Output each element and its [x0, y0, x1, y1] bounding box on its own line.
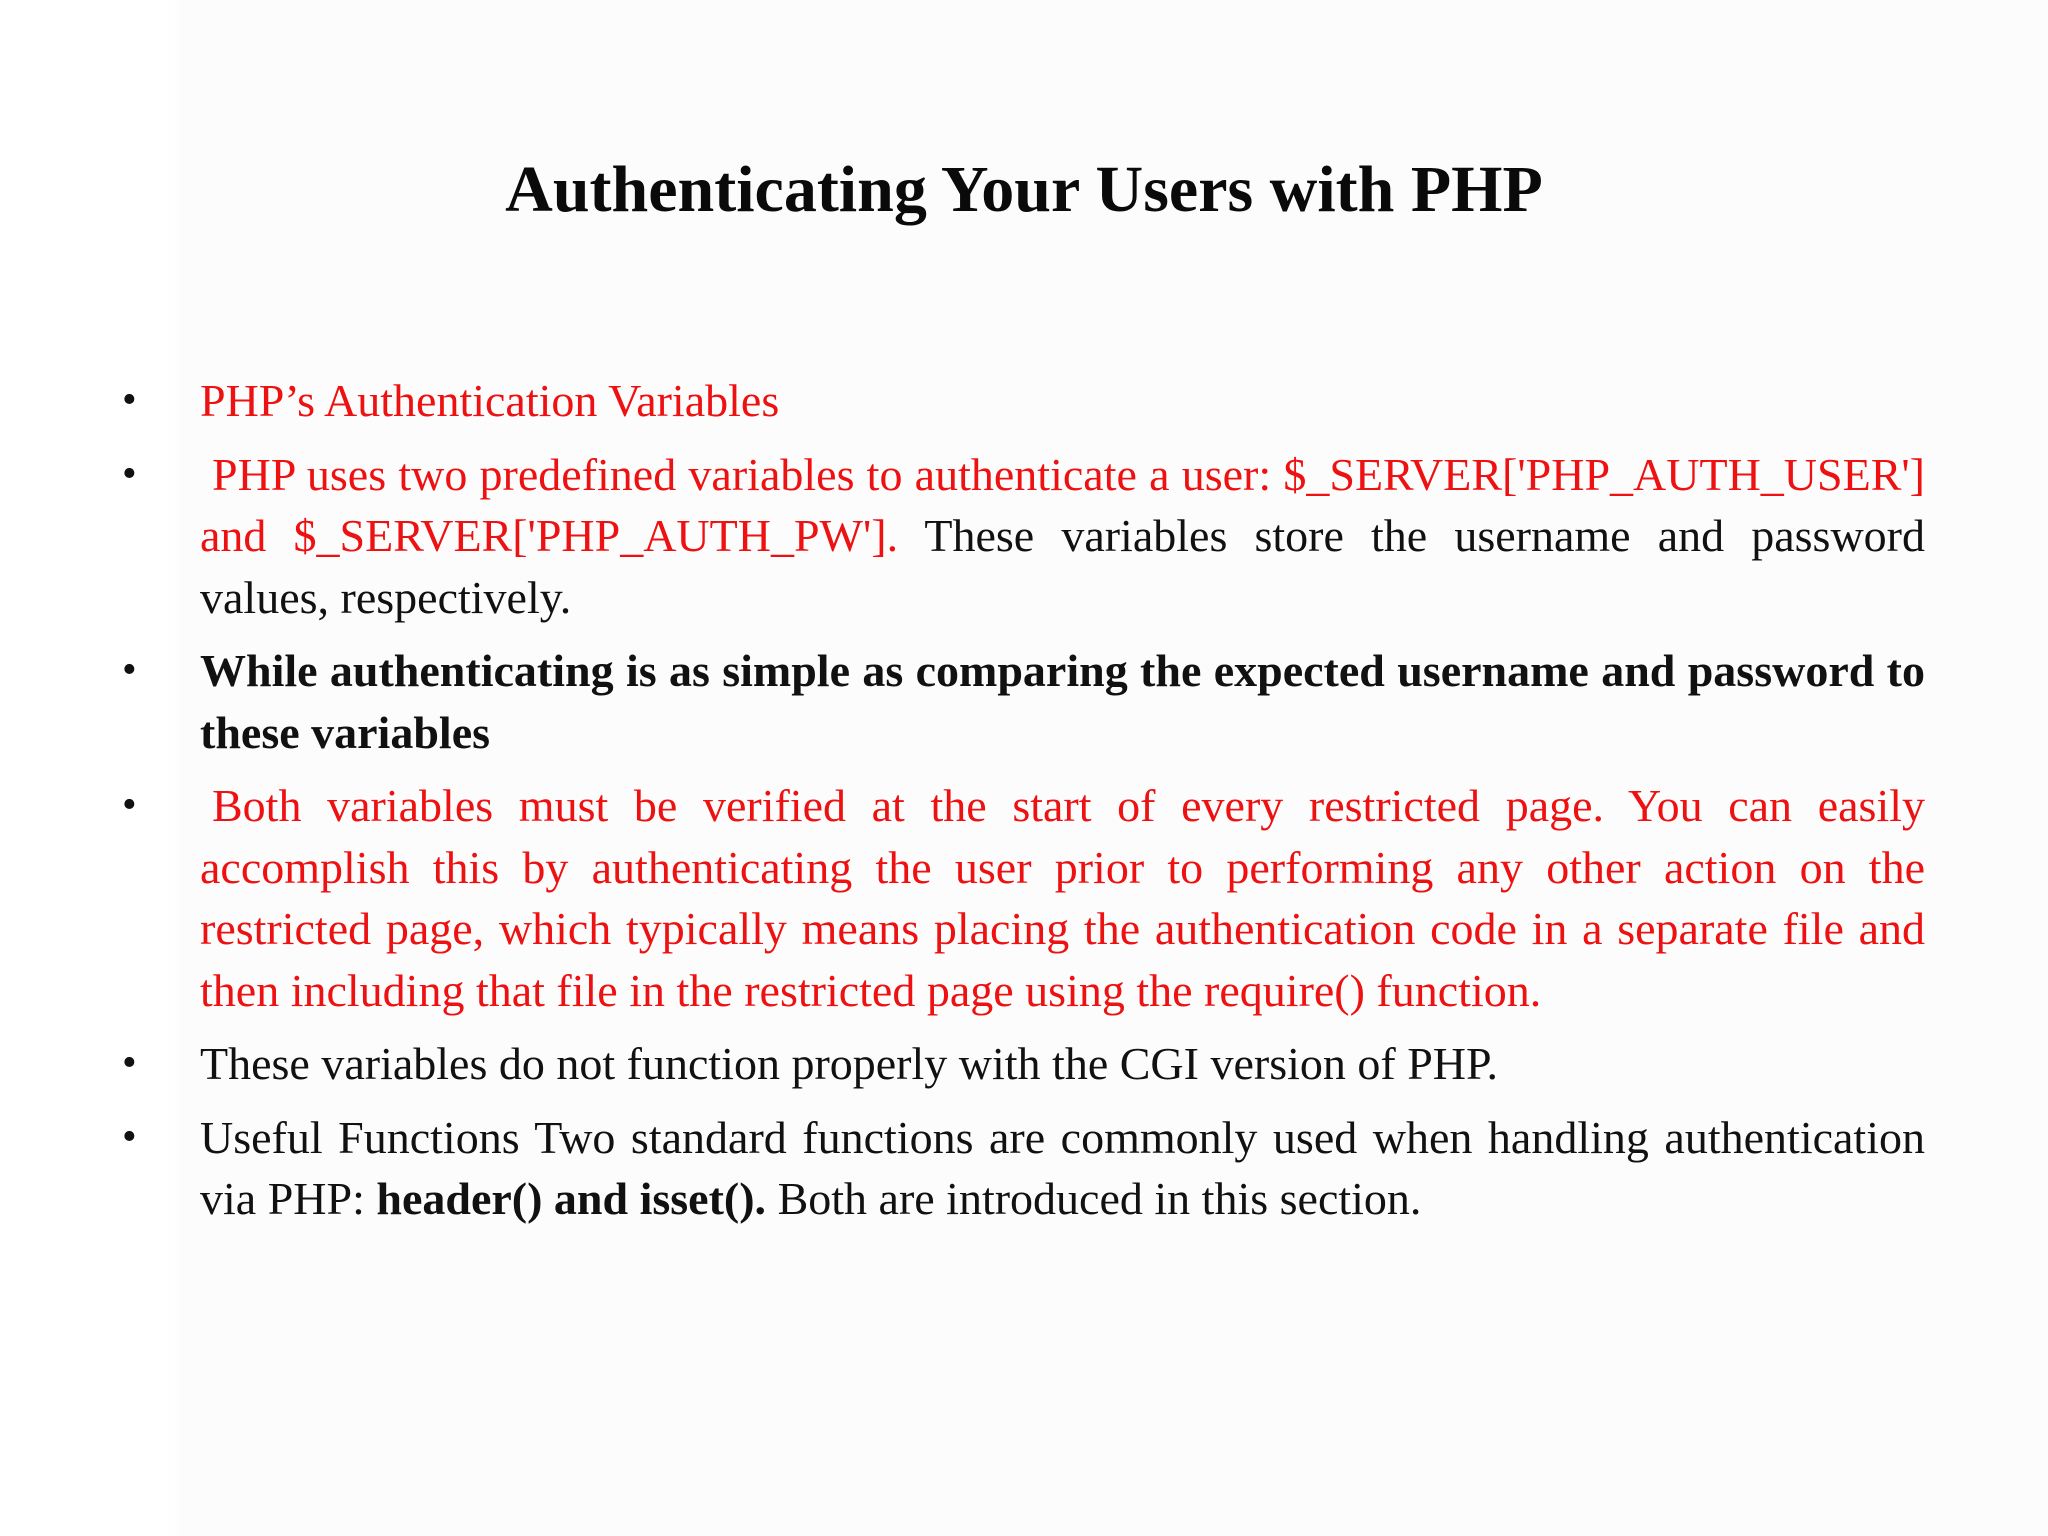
bullet-text-black: These variables store the username and password values, respectively. [200, 510, 1925, 623]
bullet-text: Both variables must be verified at the start of every restricted page. You can easily accomplish this by authenticating the user prior to performing any other action on the restricted page, which typically means placing the authentication code in a separate file and then including that file in the restricted page using the require() function. [200, 780, 1925, 1016]
bullet-dot-icon: • [122, 1113, 137, 1160]
bullet-dot-icon: • [122, 1040, 137, 1086]
bullet-item-auth-variables [122, 370, 1925, 432]
bullet-dot-icon: • [122, 377, 137, 423]
bullet-dot-icon: • [122, 782, 137, 828]
bullet-text-red: PHP uses two predefined variables to authenticate a user: $_SERVER['PHP_AUTH_USER'] and $_SERVER['PHP_AUTH_PW']. [200, 448, 1925, 561]
bullet-item-predefined-variables [122, 444, 1925, 629]
bullet-dot-icon: • [122, 647, 137, 693]
bullet-item-verify-restricted [122, 775, 1925, 1021]
bullet-text: PHP’s Authentication Variables [200, 375, 780, 426]
bullet-text: While authenticating is as simple as comparing the expected username and password to these variables [200, 645, 1925, 758]
slide-title: Authenticating Your Users with PHP [505, 153, 1543, 226]
bullet-item-useful-functions [122, 1107, 1925, 1230]
bullet-list [122, 370, 1925, 1242]
bullet-text-bold: header() and isset(). [376, 1173, 767, 1224]
bullet-item-comparing [122, 640, 1925, 763]
bullet-item-cgi [122, 1033, 1925, 1095]
bullet-text-prefix: Useful Functions Two standard functions are commonly used when handling authentication via PHP: [200, 1111, 1925, 1224]
bullet-text-suffix: Both are introduced in this section. [766, 1173, 1422, 1224]
bullet-text: These variables do not function properly with the CGI version of PHP. [200, 1038, 1498, 1089]
bullet-dot-icon: • [122, 450, 137, 497]
